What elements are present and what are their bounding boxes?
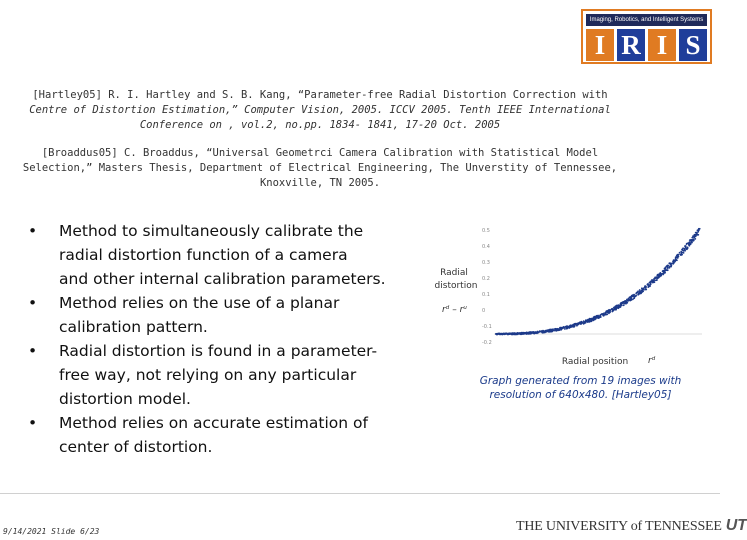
logo-letter: R xyxy=(617,29,645,61)
scatter-point xyxy=(621,305,623,307)
scatter-point xyxy=(544,331,546,333)
bullet-dot-icon: • xyxy=(28,294,38,312)
figure-caption: Graph generated from 19 images with resolution of 640x480. [Hartley05] xyxy=(479,375,682,401)
scatter-points xyxy=(495,228,700,336)
scatter-point xyxy=(682,247,684,249)
scatter-point xyxy=(647,283,649,285)
scatter-point xyxy=(693,235,695,237)
scatter-point xyxy=(666,266,668,268)
scatter-point xyxy=(686,248,688,250)
scatter-point xyxy=(697,229,699,231)
scatter-point xyxy=(651,279,653,281)
iris-logo xyxy=(581,9,712,64)
reference-broaddus xyxy=(20,146,620,191)
bullet-dot-icon: • xyxy=(28,414,38,432)
reference-hartley xyxy=(20,88,620,133)
scatter-point xyxy=(569,326,571,328)
scatter-point xyxy=(686,243,688,245)
scatter-point xyxy=(675,257,677,259)
figure-ylabel: distortion xyxy=(434,281,478,291)
scatter-point xyxy=(687,247,689,249)
scatter-point xyxy=(497,333,499,335)
scatter-point xyxy=(618,304,620,306)
scatter-point xyxy=(660,273,662,275)
scatter-point xyxy=(583,322,585,324)
scatter-point xyxy=(630,299,632,301)
scatter-point xyxy=(628,298,630,300)
scatter-point xyxy=(624,300,626,302)
scatter-point xyxy=(693,239,695,241)
logo-letters xyxy=(586,29,707,61)
scatter-point xyxy=(669,265,671,267)
scatter-point xyxy=(499,333,501,335)
scatter-point xyxy=(593,318,595,320)
scatter-point xyxy=(561,329,563,331)
scatter-point xyxy=(684,249,686,251)
scatter-point xyxy=(649,284,651,286)
scatter-point xyxy=(626,300,628,302)
scatter-point xyxy=(587,320,589,322)
scatter-point xyxy=(516,333,518,335)
figure-ylabel-formula: rᵈ – rᵘ xyxy=(442,305,467,315)
scatter-point xyxy=(650,281,652,283)
scatter-point xyxy=(579,323,581,325)
figure-xlabel-formula: rᵈ xyxy=(648,356,656,366)
scatter-point xyxy=(557,328,559,330)
scatter-point xyxy=(697,234,699,236)
scatter-point xyxy=(689,239,691,241)
svg-text:0.5: 0.5 xyxy=(482,228,490,234)
figure-ylabel: Radial xyxy=(440,268,468,278)
scatter-point xyxy=(659,276,661,278)
svg-text:0: 0 xyxy=(482,308,486,314)
scatter-point xyxy=(639,291,641,293)
figure-ticks xyxy=(482,228,492,346)
scatter-point xyxy=(670,263,672,265)
reference-line: [Broaddus05] C. Broaddus, “Universal Geometrci Camera Calibration with Statistical Model xyxy=(41,147,599,159)
bullet-dot-icon: • xyxy=(28,342,38,360)
scatter-point xyxy=(615,308,617,310)
scatter-point xyxy=(662,271,664,273)
scatter-point xyxy=(626,299,628,301)
scatter-point xyxy=(691,242,693,244)
scatter-point xyxy=(547,331,549,333)
scatter-point xyxy=(674,261,676,263)
scatter-point xyxy=(609,312,611,314)
bullet-item: • Method relies on accurate estimation of center of distortion. xyxy=(28,411,458,459)
scatter-point xyxy=(649,285,651,287)
scatter-point xyxy=(637,292,639,294)
reference-line: Knoxville, TN 2005. xyxy=(259,177,381,189)
bullet-list xyxy=(28,219,458,459)
footer-divider xyxy=(0,493,720,494)
reference-line: [Hartley05] R. I. Hartley and S. B. Kang, “Parameter-free Radial Distortion Correction with xyxy=(32,89,608,101)
scatter-point xyxy=(664,269,666,271)
scatter-point xyxy=(538,331,540,333)
scatter-point xyxy=(679,252,681,254)
scatter-point xyxy=(591,318,593,320)
scatter-point xyxy=(623,303,625,305)
svg-text:0.1: 0.1 xyxy=(482,292,490,298)
bullet-item: • Method relies on the use of a planar calibration pattern. xyxy=(28,291,458,339)
scatter-point xyxy=(645,289,647,291)
logo-letter: S xyxy=(679,29,707,61)
scatter-point xyxy=(615,305,617,307)
scatter-point xyxy=(530,331,532,333)
scatter-point xyxy=(612,310,614,312)
scatter-point xyxy=(620,302,622,304)
scatter-point xyxy=(577,324,579,326)
scatter-point xyxy=(677,254,679,256)
scatter-point xyxy=(654,280,656,282)
scatter-point xyxy=(641,291,643,293)
scatter-point xyxy=(541,331,543,333)
scatter-point xyxy=(632,298,634,300)
figure-xlabel: Radial position xyxy=(561,357,629,367)
slide-number: 9/14/2021 Slide 6/23 xyxy=(3,527,100,536)
scatter-point xyxy=(639,293,641,295)
scatter-point xyxy=(566,327,568,329)
logo-letter: I xyxy=(586,29,614,61)
bullet-item: • Radial distortion is found in a parameter- free way, not relying on any particular distortion model. xyxy=(28,339,458,411)
scatter-point xyxy=(631,295,633,297)
bullet-dot-icon: • xyxy=(28,222,38,240)
scatter-point xyxy=(535,332,537,334)
scatter-point xyxy=(680,251,682,253)
scatter-point xyxy=(554,328,556,330)
scatter-point xyxy=(504,333,506,335)
scatter-point xyxy=(663,273,665,275)
svg-text:0.3: 0.3 xyxy=(482,260,490,266)
scatter-point xyxy=(573,325,575,327)
scatter-point xyxy=(617,307,619,309)
scatter-point xyxy=(676,256,678,258)
scatter-point xyxy=(549,329,551,331)
logo-banner: Imaging, Robotics, and Intelligent Systems xyxy=(586,14,707,26)
university-wordmark xyxy=(516,517,747,535)
scatter-point xyxy=(533,332,535,334)
scatter-point xyxy=(608,309,610,311)
university-name: THE UNIVERSITY of TENNESSEE xyxy=(516,519,722,534)
svg-text:-0.2: -0.2 xyxy=(482,340,492,346)
svg-text:-0.1: -0.1 xyxy=(482,324,492,330)
scatter-point xyxy=(588,319,590,321)
scatter-point xyxy=(656,279,658,281)
scatter-point xyxy=(622,302,624,304)
ut-logo-icon: UT xyxy=(725,517,747,534)
scatter-point xyxy=(522,332,524,334)
scatter-point xyxy=(519,333,521,335)
scatter-point xyxy=(642,288,644,290)
scatter-point xyxy=(681,254,683,256)
scatter-point xyxy=(606,314,608,316)
scatter-point xyxy=(664,271,666,273)
scatter-point xyxy=(652,282,654,284)
scatter-point xyxy=(604,314,606,316)
svg-text:0.4: 0.4 xyxy=(482,244,490,250)
scatter-point xyxy=(552,329,554,331)
bullet-item: • Method to simultaneously calibrate the radial distortion function of a camera and other internal calibration parameters. xyxy=(28,219,458,291)
scatter-point xyxy=(672,261,674,263)
scatter-point xyxy=(682,252,684,254)
scatter-point xyxy=(623,304,625,306)
scatter-point xyxy=(654,278,656,280)
scatter-point xyxy=(597,316,599,318)
scatter-point xyxy=(513,332,515,334)
scatter-point xyxy=(694,238,696,240)
logo-letter: I xyxy=(648,29,676,61)
scatter-point xyxy=(688,244,690,246)
reference-line: Selection,” Masters Thesis, Department of Electrical Engineering, The Unverstity of Tennessee, xyxy=(22,162,618,174)
scatter-point xyxy=(667,267,669,269)
scatter-point xyxy=(574,324,576,326)
svg-text:0.2: 0.2 xyxy=(482,276,490,282)
scatter-point xyxy=(672,263,674,265)
scatter-point xyxy=(571,326,573,328)
scatter-point xyxy=(607,311,609,313)
scatter-point xyxy=(644,286,646,288)
scatter-point xyxy=(635,294,637,296)
reference-line: Centre of Distortion Estimation,” Computer Vision, 2005. ICCV 2005. Tenth IEEE International xyxy=(29,104,611,116)
scatter-point xyxy=(626,302,628,304)
scatter-point xyxy=(660,275,662,277)
distortion-figure xyxy=(420,220,720,372)
reference-line: Conference on , vol.2, no.pp. 1834- 1841, 17-20 Oct. 2005 xyxy=(139,119,501,131)
scatter-point xyxy=(688,242,690,244)
scatter-point xyxy=(510,333,512,335)
scatter-point xyxy=(627,300,629,302)
scatter-point xyxy=(647,286,649,288)
scatter-point xyxy=(649,282,651,284)
scatter-point xyxy=(525,333,527,335)
scatter-point xyxy=(696,232,698,234)
scatter-point xyxy=(507,334,509,336)
scatter-point xyxy=(684,245,686,247)
